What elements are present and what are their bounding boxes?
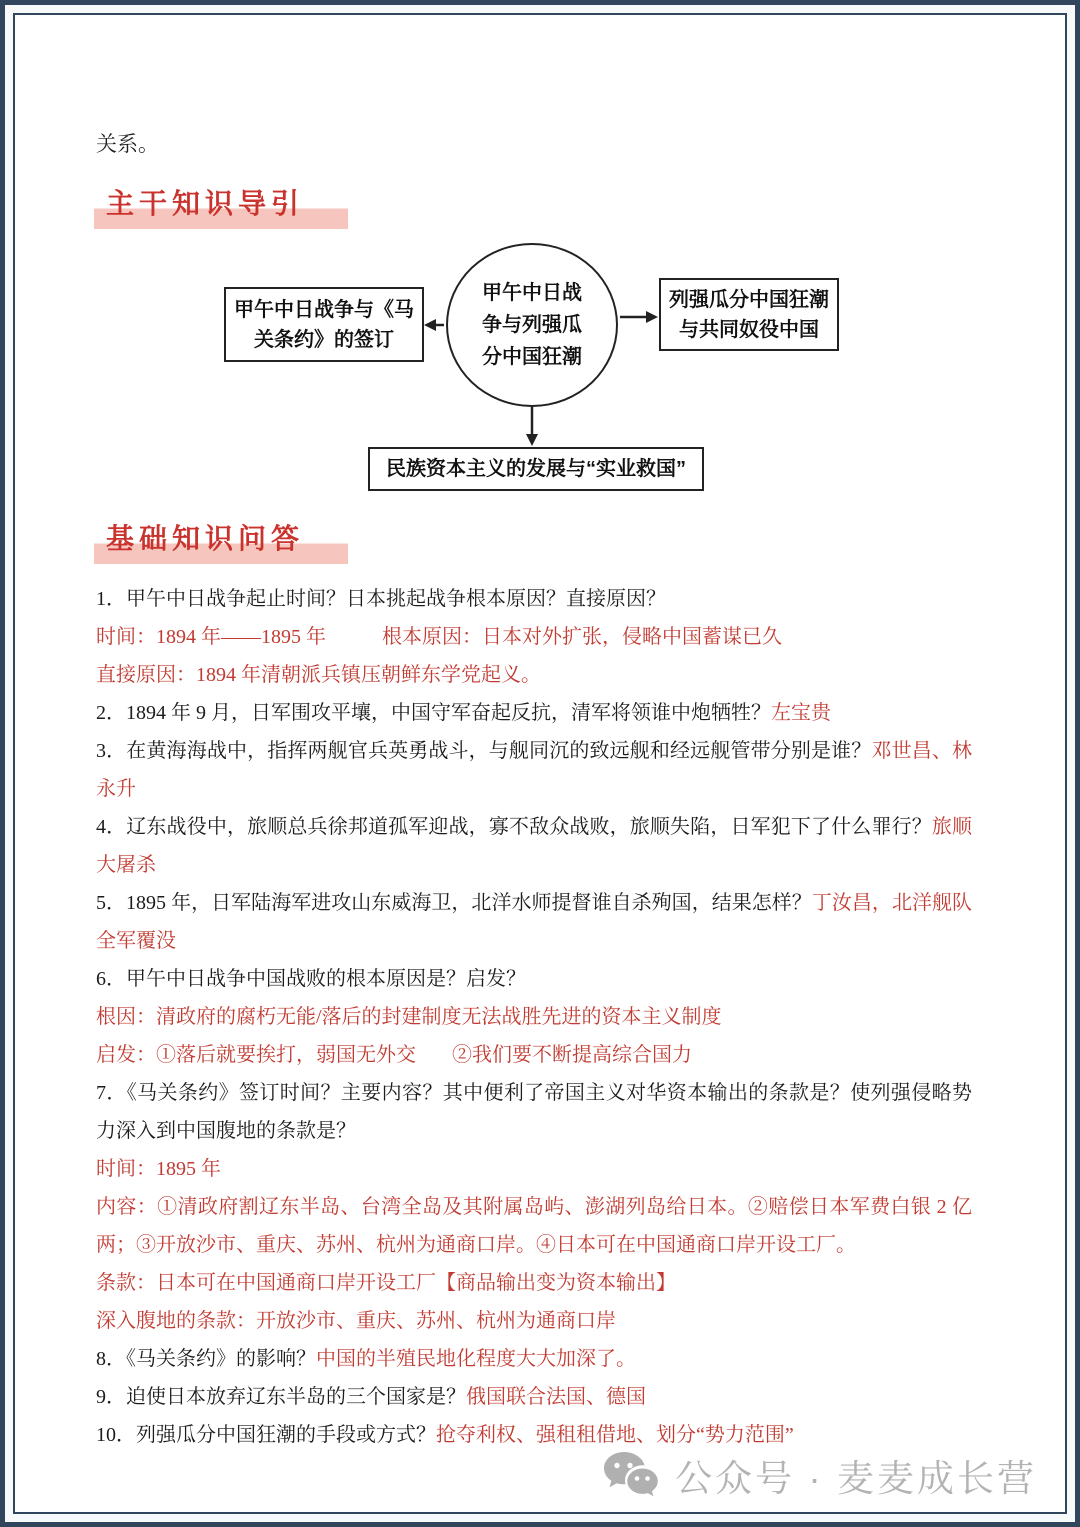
qa-line-9 <box>96 1378 972 1416</box>
section-title-highlight: 主干知识导引 <box>94 184 348 229</box>
watermark <box>603 1448 1037 1502</box>
qa-line-5 <box>96 884 972 960</box>
qa-line-1-answer <box>96 618 972 656</box>
answer-text: 内容：①清政府割辽东半岛、台湾全岛及其附属岛屿、澎湖列岛给日本。②赔偿日本军费白银 2 亿两；③开放沙市、重庆、苏州、杭州为通商口岸。④日本可在中国通商口岸开设工厂。 <box>96 1196 972 1256</box>
answer-text: 丁汝昌，北洋舰队全军覆没 <box>96 892 973 952</box>
knowledge-diagram <box>96 241 972 493</box>
qa-line-7 <box>96 1074 972 1150</box>
answer-text: 启发：①落后就要挨打，弱国无外交 <box>96 1044 416 1066</box>
question-text: 4．辽东战役中，旅顺总兵徐邦道孤军迎战，寡不敌众战败，旅顺失陷，日军犯下了什么罪行？ <box>96 816 932 838</box>
qa-line-7-answer-clause <box>96 1264 972 1302</box>
arrow-left-icon <box>424 319 444 331</box>
qa-line-2 <box>96 694 972 732</box>
qa-line-7-answer-inland <box>96 1302 972 1340</box>
diagram-center-label: 甲午中日战争与列强瓜分中国狂潮 <box>482 282 582 368</box>
answer-text: 邓世昌、林永升 <box>96 740 973 800</box>
answer-text: 旅顺大屠杀 <box>96 816 973 876</box>
answer-text: 时间：1895 年 <box>96 1158 221 1180</box>
question-text: 9．迫使日本放弃辽东半岛的三个国家是？ <box>96 1386 466 1408</box>
question-text: 5．1895 年，日军陆海军进攻山东威海卫，北洋水师提督谁自杀殉国，结果怎样？ <box>96 892 812 914</box>
arrow-right-icon <box>620 311 658 323</box>
qa-line-7-answer-time <box>96 1150 972 1188</box>
section-title-knowledge-guide <box>94 184 972 229</box>
question-text: 10．列强瓜分中国狂潮的手段或方式？ <box>96 1424 436 1446</box>
qa-line-1 <box>96 580 972 618</box>
diagram-left-box-label: 甲午中日战争与《马关条约》的签订 <box>234 298 414 351</box>
page-content <box>15 128 1065 1454</box>
diagram-bottom-box <box>368 447 704 491</box>
answer-text: 根本原因：日本对外扩张，侵略中国蓄谋已久 <box>382 626 782 648</box>
qa-line-1-answer2 <box>96 656 972 694</box>
qa-line-6 <box>96 960 972 998</box>
answer-text: 抢夺利权、强租租借地、划分“势力范围” <box>436 1424 794 1446</box>
diagram-center-ellipse <box>446 243 618 407</box>
answer-text: 根因：清政府的腐朽无能/落后的封建制度无法战胜先进的资本主义制度 <box>96 1006 722 1028</box>
answer-text: ②我们要不断提高综合国力 <box>452 1044 692 1066</box>
intro-text: 关系。 <box>96 132 159 156</box>
qa-line-7-answer-content <box>96 1188 972 1264</box>
qa-line-6-answer <box>96 998 972 1036</box>
answer-text: 俄国联合法国、德国 <box>466 1386 646 1408</box>
question-text: 2．1894 年 9 月，日军围攻平壤，中国守军奋起反抗，清军将领谁中炮牺牲？ <box>96 702 771 724</box>
qa-line-6-answer2 <box>96 1036 972 1074</box>
watermark-text: 公众号 · 麦麦成长营 <box>675 1458 1037 1499</box>
diagram-bottom-box-label: 民族资本主义的发展与“实业救国” <box>386 458 686 480</box>
section-title-basic-qa <box>94 519 972 564</box>
diagram-right-box <box>659 278 839 351</box>
section-title-highlight: 基础知识问答 <box>94 519 348 564</box>
answer-text: 时间：1894 年——1895 年 <box>96 626 326 648</box>
answer-text: 条款：日本可在中国通商口岸开设工厂【商品输出变为资本输出】 <box>96 1272 676 1294</box>
answer-text: 左宝贵 <box>771 702 831 724</box>
wechat-icon <box>603 1451 659 1499</box>
answer-text: 深入腹地的条款：开放沙市、重庆、苏州、杭州为通商口岸 <box>96 1310 616 1332</box>
page-inner-border <box>13 13 1067 1514</box>
qa-line-4 <box>96 808 972 884</box>
diagram-right-box-label: 列强瓜分中国狂潮与共同奴役中国 <box>669 288 829 341</box>
question-text: 7．《马关条约》签订时间？主要内容？其中便利了帝国主义对华资本输出的条款是？使列强侵略势力深入到中国腹地的条款是？ <box>96 1082 972 1142</box>
question-text: 3．在黄海海战中，指挥两舰官兵英勇战斗，与舰同沉的致远舰和经远舰管带分别是谁？ <box>96 740 872 762</box>
question-text: 1．甲午中日战争起止时间？日本挑起战争根本原因？直接原因？ <box>96 588 666 610</box>
question-text: 6．甲午中日战争中国战败的根本原因是？启发？ <box>96 968 526 990</box>
qa-line-3 <box>96 732 972 808</box>
diagram-left-box <box>224 287 424 362</box>
arrow-down-icon <box>526 407 538 446</box>
answer-text: 直接原因：1894 年清朝派兵镇压朝鲜东学党起义。 <box>96 664 541 686</box>
answer-text: 中国的半殖民地化程度大大加深了。 <box>316 1348 636 1370</box>
qa-list <box>96 580 972 1454</box>
qa-line-8 <box>96 1340 972 1378</box>
question-text: 8．《马关条约》的影响？ <box>96 1348 316 1370</box>
